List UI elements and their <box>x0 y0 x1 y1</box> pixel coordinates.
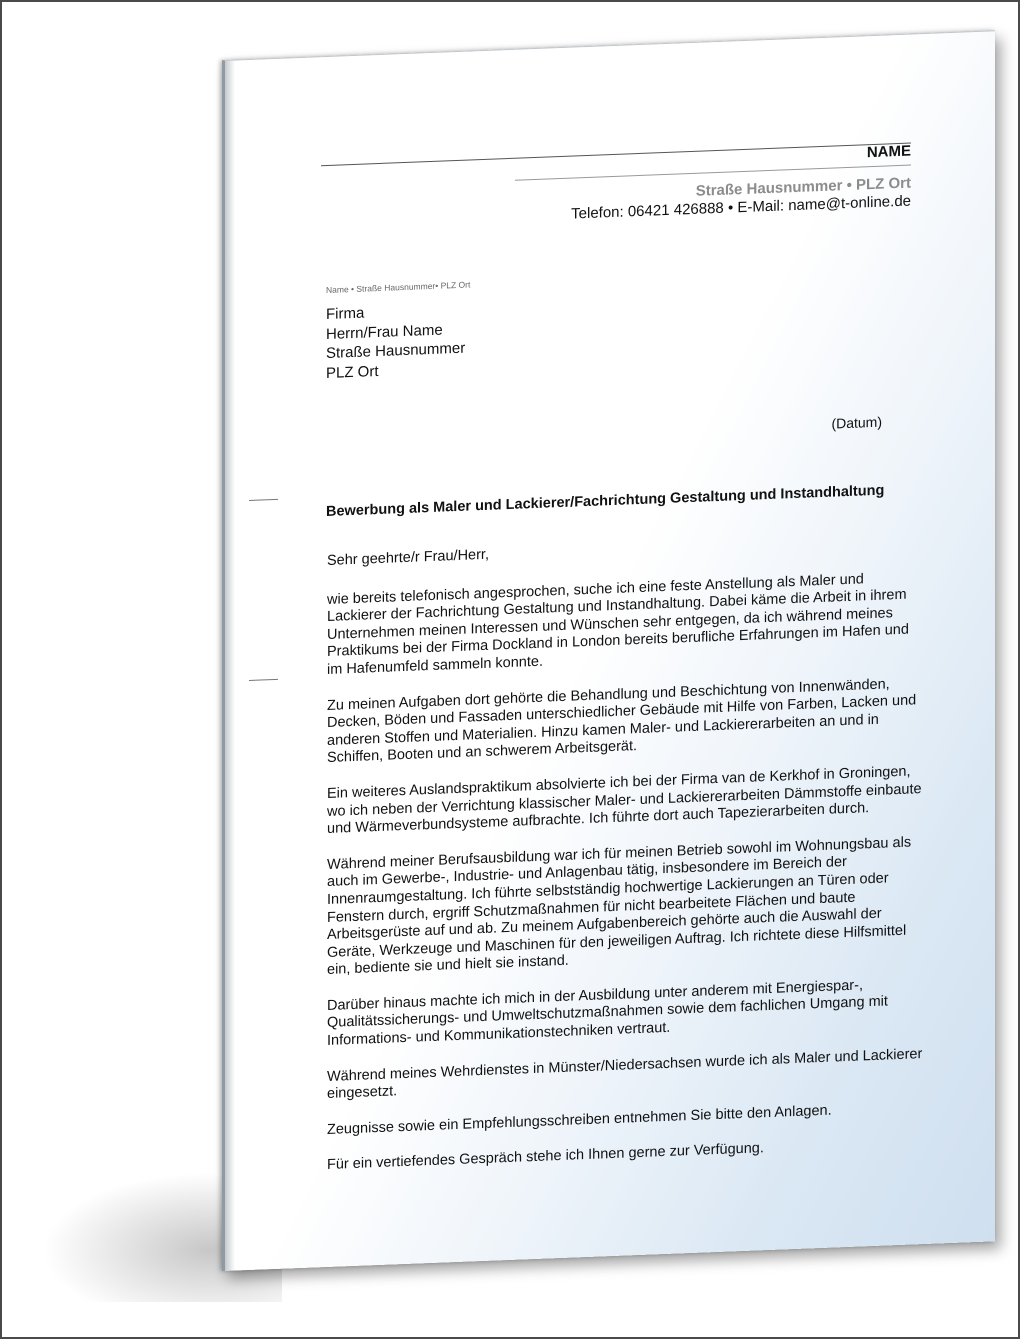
letterhead-contact: Telefon: 06421 426888 • E-Mail: name@t-online.de <box>571 192 911 223</box>
letter-subject: Bewerbung als Maler und Lackierer/Fachrichtung Gestaltung und Instandhaltung <box>326 482 885 521</box>
sender-line: Name • Straße Hausnummer• PLZ Ort <box>326 279 471 296</box>
letter-date: (Datum) <box>831 413 882 432</box>
body-paragraph: Für ein vertiefendes Gespräch stehe ich Ihnen gerne zur Verfügung. <box>327 1140 764 1174</box>
header-rule <box>321 143 911 167</box>
body-paragraph: Während meiner Berufsausbildung war ich für meinen Betrieb sowohl im Wohnungsbau als auch im Gewerbe-, Industrie- und Anlagenbau tätig, insbesondere im Bereich der Innenraumgestaltung. Ich führte selbstständig hochwertige Lackierungen an Türen oder Fenstern durch, ergriff Schutzmaßnahmen für nicht bearbeitete Flächen und baute Arbeitsgerüste auf und ab. Zu meinem Aufgabenbereich gehörte auch die Auswahl der Geräte, Werkzeuge und Maschinen für den jeweiligen Auftrag. Ich richtete diese Hilfsmittel ein, bediente sie und hielt sie instand. <box>327 834 912 979</box>
recipient-street: Straße Hausnummer <box>326 339 466 363</box>
fold-mark-lower <box>249 679 278 681</box>
body-paragraph: Zu meinen Aufgaben dort gehörte die Behandlung und Beschichtung von Innenwänden, Decken, Böden und Fassaden unterschiedlicher Gebäude mit Hilfe von Farben, Lacken und anderen Stoffen und Materialien. Hinzu kamen Maler- und Lackiererarbeiten an und in Schiffen, Booten und an schwerem Arbeitsgerät. <box>327 675 917 767</box>
letterhead-address: Straße Hausnummer • PLZ Ort <box>695 174 911 200</box>
recipient-company: Firma <box>326 304 365 324</box>
recipient-person: Herrn/Frau Name <box>326 321 443 343</box>
page-edge <box>225 61 235 1271</box>
salutation: Sehr geehrte/r Frau/Herr, <box>327 546 489 569</box>
body-paragraph: Zeugnisse sowie ein Empfehlungsschreiben entnehmen Sie bitte den Anlagen. <box>327 1102 832 1138</box>
letter-page <box>222 30 995 1271</box>
fold-mark-upper <box>249 499 278 501</box>
recipient-block <box>326 300 465 383</box>
body-paragraph: wie bereits telefonisch angesprochen, suche ich eine feste Anstellung als Maler und Lackierer der Fachrichtung Gestaltung und Instandhaltung. Dabei käme die Arbeit in ihrem Unternehmen meinen Interessen und Wünschen sehr entgegen, da ich während meines Praktikums bei der Firma Dockland in London bereits berufliche Erfahrungen im Hafen und im Hafenumfeld sammeln konnte. <box>327 570 909 678</box>
body-paragraph: Darüber hinaus machte ich mich in der Ausbildung unter anderem mit Energiespar-, Qualitätssicherungs- und Umweltschutzmaßnahmen sowie dem fachlichen Umgang mit Informations- und Kommunikationstechniken vertraut. <box>327 977 888 1050</box>
letterhead-name: NAME <box>866 142 911 162</box>
letter-body <box>327 530 927 1193</box>
body-paragraph: Ein weiteres Auslandspraktikum absolvierte ich bei der Firma van de Kerkhof in Groningen, wo ich neben der Verrichtung klassischer Maler- und Lackiererarbeiten Dämmstoffe einbaute und Wärmeverbundsysteme aufbrachte. Ich führte dort auch Tapezierarbeiten durch. <box>327 763 922 838</box>
recipient-city: PLZ Ort <box>326 362 379 382</box>
body-paragraph: Während meines Wehrdienstes in Münster/Niedersachsen wurde ich als Maler und Lackierer eingesetzt. <box>327 1045 923 1103</box>
